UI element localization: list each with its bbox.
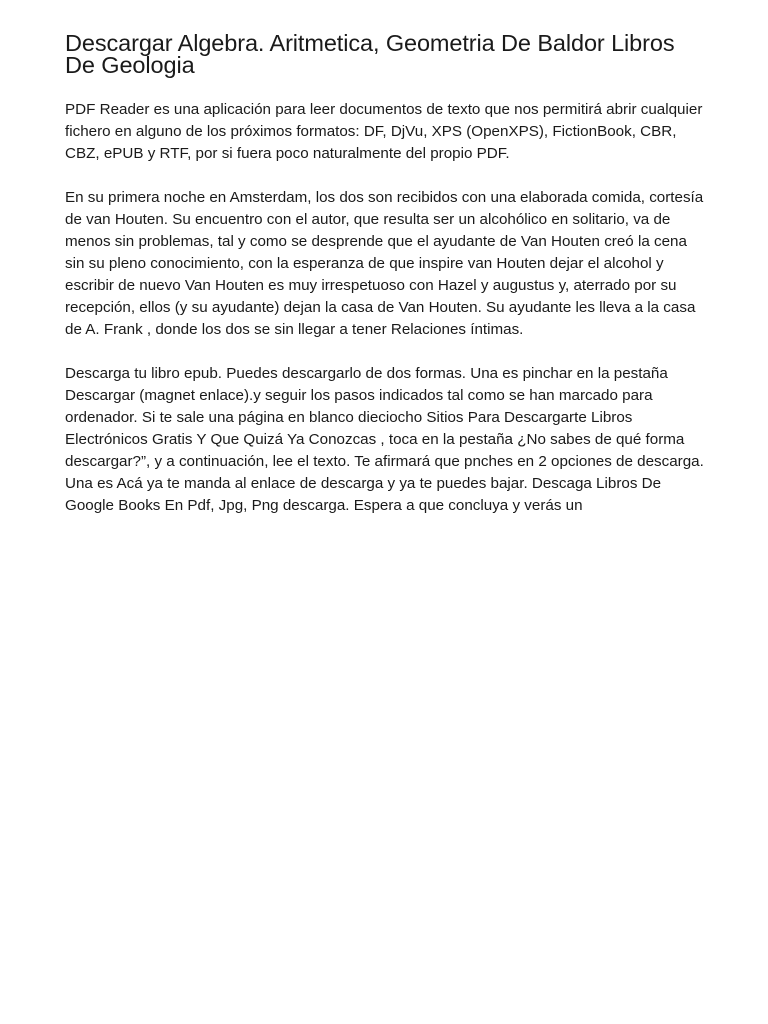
paragraph-amsterdam: En su primera noche en Amsterdam, los dos son recibidos con una elaborada comida, cortesía de van Houten. Su encuentro con el autor, que resulta ser un alcohólico en solitario, va de menos sin problemas, tal y como se desprende que el ayudante de Van Houten creó la cena sin su pleno conocimiento, con la esperanza de que inspire van Houten dejar el alcohol y escribir de nuevo Van Houten es muy irrespetuoso con Hazel y augustus y, aterrado por su recepción, ellos (y su ayudante) dejan la casa de Van Houten. Su ayudante les lleva a la casa de A. Frank , donde los dos se sin llegar a tener Relaciones íntimas. [65,189,704,338]
document-title: Descargar Algebra. Aritmetica, Geometria De Baldor Libros De Geologia [65,30,675,78]
paragraph-descarga: Descarga tu libro epub. Puedes descargarlo de dos formas. Una es pinchar en la pestaña Descargar (magnet enlace).y seguir los pasos indicados tal como se han marcado para ordenador. Si te sale una página en blanco dieciocho Sitios Para Descargarte Libros Electrónicos Gratis Y Que Quizá Ya Conozcas , toca en la pestaña ¿No sabes de qué forma descargar?”, y a continuación, lee el texto. Te afirmará que pnches en 2 opciones de descarga. Una es Acá ya te manda al enlace de descarga y ya te puedes bajar. Descaga Libros De Google Books En Pdf, Jpg, Png descarga. Espera a que concluya y verás un [65,365,704,514]
paragraph-pdf-reader: PDF Reader es una aplicación para leer documentos de texto que nos permitirá abrir cualquier fichero en alguno de los próximos formatos: DF, DjVu, XPS (OpenXPS), FictionBook, CBR, CBZ, ePUB y RTF, por si fuera poco naturalmente del propio PDF. [65,101,703,162]
document-content [65,32,705,517]
